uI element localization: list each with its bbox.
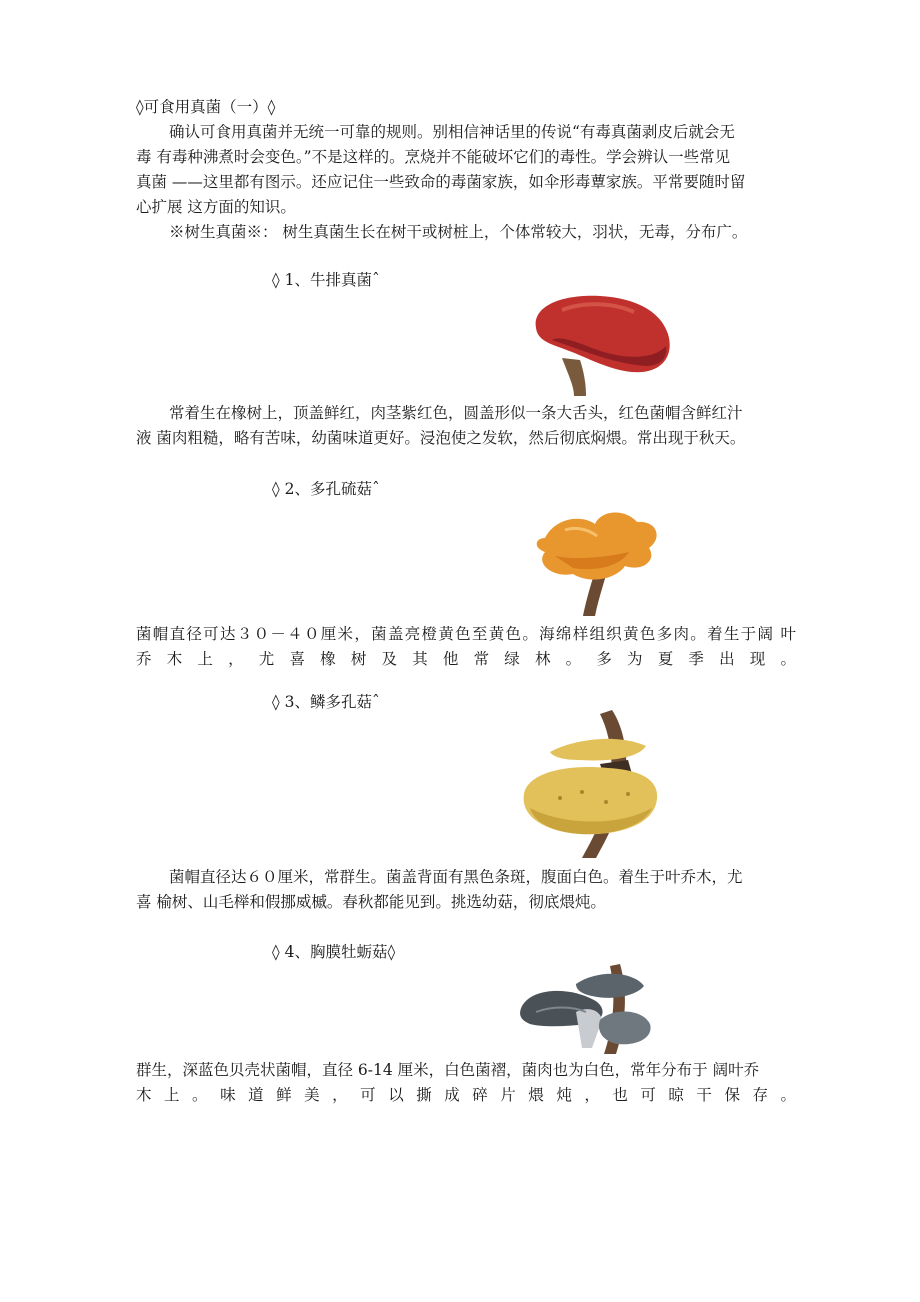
description-line: 常着生在橡树上，顶盖鲜红，肉茎紫红色，圆盖形似一条大舌头，红色菌帽含鲜红汁 bbox=[169, 404, 743, 422]
description-line: 液 菌肉粗糙，略有苦味，幼菌味道更好。浸泡使之发软，然后彻底焖煨。常出现于秋天。 bbox=[136, 429, 746, 447]
species-description bbox=[136, 401, 796, 451]
species-description bbox=[136, 622, 796, 672]
intro-line: 心扩展 这方面的知识。 bbox=[136, 198, 296, 216]
description-line: 木 上 。 味 道 鲜 美 ， 可 以 撕 成 碎 片 煨 炖 ， 也 可 晾 干 保 存 。 bbox=[136, 1086, 796, 1104]
description-line: 群生，深蓝色贝壳状菌帽，直径 6-14 厘米，白色菌褶，菌肉也为白色，常年分布于 阔叶乔 bbox=[136, 1061, 760, 1079]
description-line: 喜 榆树、山毛榉和假挪威槭。春秋都能见到。挑选幼菇，彻底煨炖。 bbox=[136, 893, 606, 911]
intro-section bbox=[136, 95, 796, 245]
page-title: ◊可食用真菌（一）◊ bbox=[136, 98, 276, 116]
beefsteak-fungus-illustration bbox=[522, 288, 680, 398]
species-description bbox=[136, 1058, 796, 1108]
sulphur-polypore-illustration bbox=[525, 500, 665, 618]
species-heading: ◊ 4、胸膜牡蛎菇◊ bbox=[272, 943, 396, 961]
description-line: 乔 木 上 ， 尤 喜 橡 树 及 其 他 常 绿 林 。 多 为 夏 季 出 现 。 bbox=[136, 650, 796, 668]
oyster-mushroom-illustration bbox=[516, 962, 660, 1056]
species-heading: ◊ 1、牛排真菌ˆ bbox=[272, 271, 380, 289]
tree-fungi-note: ※树生真菌※： 树生真菌生长在树干或树桩上，个体常较大，羽状，无毒，分布广。 bbox=[169, 223, 748, 241]
species-heading: ◊ 3、鳞多孔菇ˆ bbox=[272, 693, 380, 711]
species-description bbox=[136, 865, 796, 915]
species-heading: ◊ 2、多孔硫菇ˆ bbox=[272, 480, 380, 498]
intro-line: 毒 有毒种沸煮时会变色。”不是这样的。烹烧并不能破坏它们的毒性。学会辨认一些常见 bbox=[136, 148, 731, 166]
description-line: 菌帽直径可达３０－４０厘米，菌盖亮橙黄色至黄色。海绵样组织黄色多肉。着生于阔 叶 bbox=[136, 625, 796, 643]
description-line: 菌帽直径达６０厘米，常群生。菌盖背面有黑色条斑，腹面白色。着生于叶乔木，尤 bbox=[169, 868, 743, 886]
scaly-polypore-illustration bbox=[520, 708, 665, 858]
intro-line: 确认可食用真菌并无统一可靠的规则。别相信神话里的传说“有毒真菌剥皮后就会无 bbox=[169, 123, 735, 141]
intro-line: 真菌 ——这里都有图示。还应记住一些致命的毒菌家族，如伞形毒蕈家族。平常要随时留 bbox=[136, 173, 746, 191]
